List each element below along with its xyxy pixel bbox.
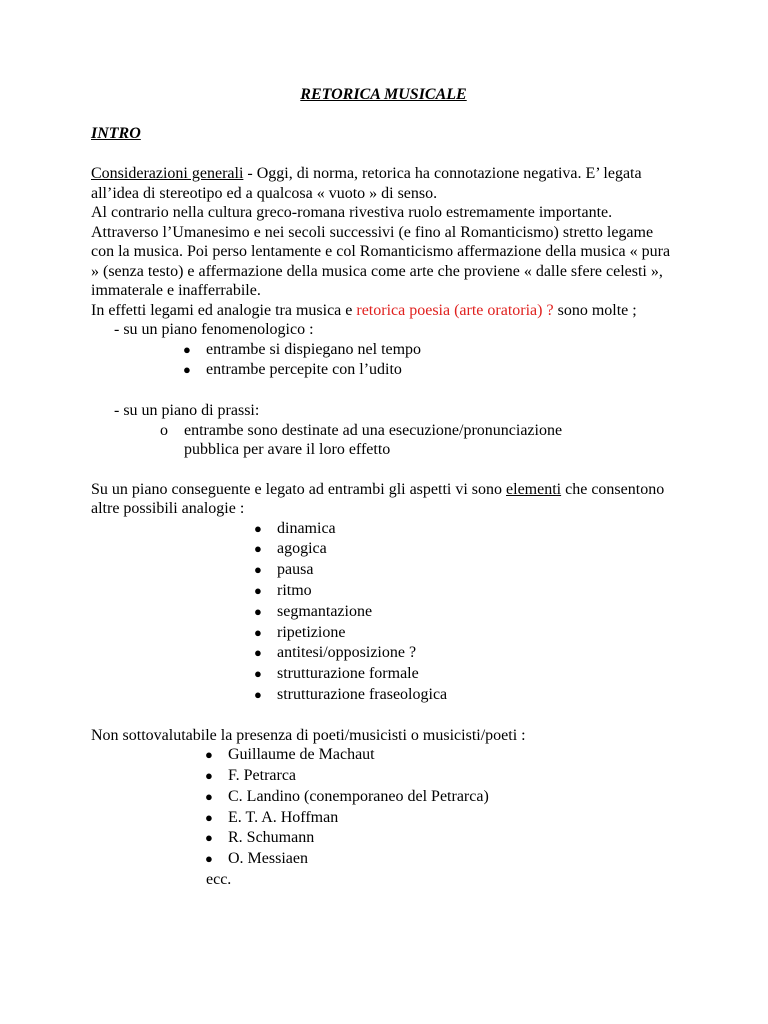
bullet-icon: ●: [254, 645, 262, 661]
list-item: ● strutturazione fraseologica: [254, 685, 448, 703]
bullet-icon: ●: [205, 851, 213, 867]
list-item: ● Guillaume de Machaut: [205, 746, 375, 764]
paragraph-elementi: [91, 480, 676, 519]
list-item: ● entrambe si dispiegano nel tempo: [183, 340, 422, 358]
elementi-text-before: Su un piano conseguente e legato ad entrambi gli aspetti vi sono: [91, 480, 507, 498]
people-list: [91, 745, 676, 870]
list-item: ● antitesi/opposizione ?: [254, 644, 417, 662]
section-prassi-heading: - su un piano di prassi:: [114, 402, 260, 420]
bullet-icon: ●: [205, 830, 213, 846]
legami-text-after: sono molte ;: [553, 301, 637, 319]
document-title: RETORICA MUSICALE: [300, 86, 467, 103]
paragraph-poeti: Non sottovalutabile la presenza di poeti/musicisti o musicisti/poeti :: [91, 726, 526, 744]
bullet-icon: ●: [254, 666, 262, 682]
elements-list: [91, 519, 676, 706]
elementi-text-after: che consentono altre possibili analogie :: [91, 480, 665, 518]
list-item: ● ripetizione: [254, 623, 346, 641]
list-item: ● ritmo: [254, 581, 312, 599]
considerazioni-text: - Oggi, di norma, retorica ha connotazione negativa. E’ legata all’idea di stereotipo ed a qualcosa « vuoto » di senso.: [91, 165, 642, 202]
bullet-icon: ●: [205, 788, 213, 804]
list-item: ● R. Schumann: [205, 829, 315, 847]
bullet-icon: ●: [183, 341, 191, 357]
bullet-icon: ●: [254, 686, 262, 702]
document-page: [91, 85, 676, 890]
prassi-item-line1: entrambe sono destinate ad una esecuzione/pronunciazione: [184, 421, 563, 439]
list-item: ● entrambe percepite con l’udito: [183, 361, 402, 379]
considerazioni-label: Considerazioni generali: [91, 165, 244, 182]
legami-red-text: retorica poesia (arte oratoria) ?: [356, 301, 554, 319]
bullet-icon: ●: [205, 809, 213, 825]
bullet-icon: ●: [254, 541, 262, 557]
bullet-icon: ●: [205, 768, 213, 784]
bullet-icon: ●: [254, 562, 262, 578]
bullet-icon: ●: [254, 603, 262, 619]
paragraph-considerazioni: [91, 164, 676, 203]
list-item: ● strutturazione formale: [254, 665, 419, 683]
list-item: ● agogica: [254, 540, 327, 558]
bullet-icon: ●: [254, 520, 262, 536]
list-item: [91, 421, 676, 460]
bullet-icon: ●: [254, 624, 262, 640]
paragraph-legami: [91, 301, 676, 321]
list-item: ● segmantazione: [254, 602, 373, 620]
list-item: ● O. Messiaen: [205, 850, 308, 868]
prassi-item-line2: pubblica per avare il loro effetto: [184, 441, 391, 459]
paragraph-contrario: Al contrario nella cultura greco-romana rivestiva ruolo estremamente importante. Attraverso l’Umanesimo e nei secoli successivi (e fino al Romanticismo) stretto legame con la musica. Poi perso lentamente e col Romanticismo affermazione della musica « pura » (senza testo) e affermazione della musica come arte che proviene « dalle sfere celesti », immaterale e inafferrabile.: [91, 204, 671, 299]
list-item: ● F. Petrarca: [205, 767, 297, 785]
ecc-text: ecc.: [206, 871, 232, 889]
list-item: ● E. T. A. Hoffman: [205, 808, 339, 826]
legami-text-before: In effetti legami ed analogie tra musica e: [91, 301, 357, 319]
fenomenologico-list: [91, 340, 676, 382]
section-fenomenologico-heading: - su un piano fenomenologico :: [114, 321, 314, 338]
bullet-icon: ●: [254, 582, 262, 598]
list-item: ● C. Landino (conemporaneo del Petrarca): [205, 787, 489, 805]
elementi-underlined: elementi: [506, 480, 562, 498]
bullet-icon: ●: [205, 747, 213, 763]
list-item: ● dinamica: [254, 519, 336, 537]
list-item: ● pausa: [254, 561, 314, 579]
bullet-icon: ●: [183, 362, 191, 378]
intro-heading: INTRO: [91, 125, 141, 142]
circle-bullet-icon: o: [160, 421, 168, 439]
